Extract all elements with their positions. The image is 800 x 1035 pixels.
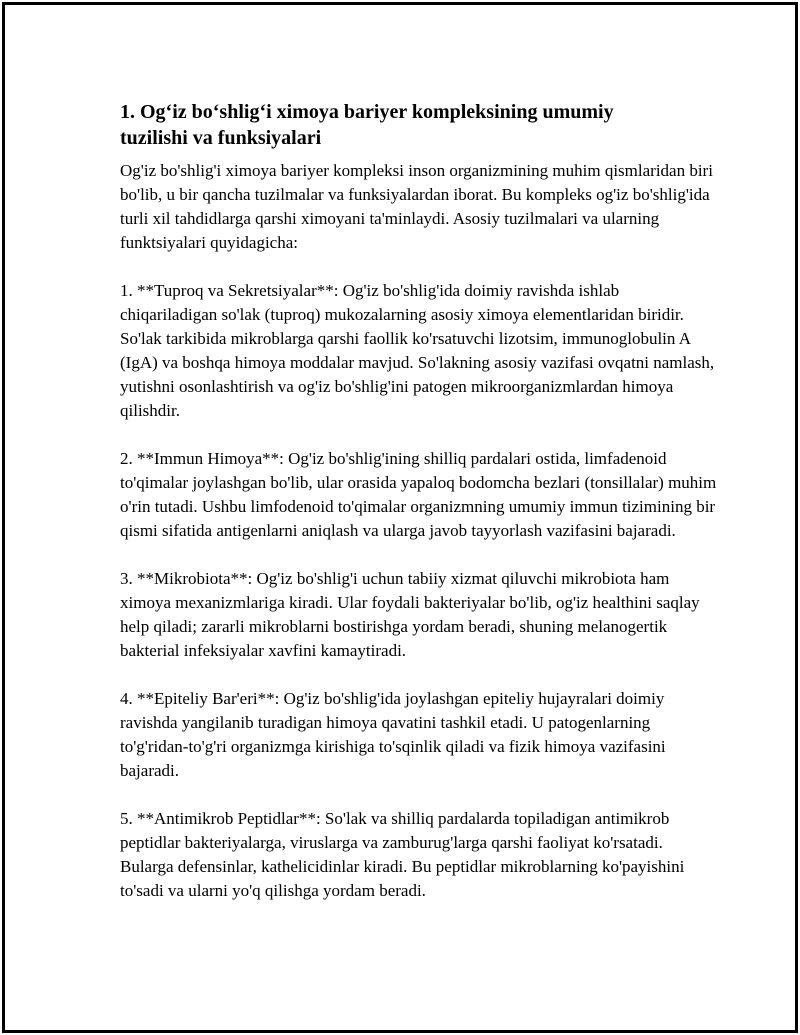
paragraph-immune-defense: 2. **Immun Himoya**: Og'iz bo'shlig'ining shilliq pardalari ostida, limfadenoid to'qimalar joylashgan bo'lib, ular orasida yapaloq bodomcha bezlari (tonsillalar) muhim o'rin tutadi. Ushbu limfodenoid to'qimalar organizmning umumiy immun tizimining bir qismi sifatida antigenlarni aniqlash va ularga javob tayyorlash vazifasini bajaradi. [120, 449, 717, 540]
paragraph-antimicrobial-peptides: 5. **Antimikrob Peptidlar**: So'lak va shilliq pardalarda topiladigan antimikrob peptidlar bakteriyalarga, viruslarga va zamburug'larga qarshi faoliyat ko'rsatadi. Bularga defensinlar, kathelicidinlar kiradi. Bu peptidlar mikroblarning ko'payishini to'sadi va ularni yo'q qilishga yordam beradi. [120, 809, 685, 900]
page-frame [2, 2, 798, 1033]
intro-paragraph: Og'iz bo'shlig'i ximoya bariyer kompleksi inson organizmining muhim qismlaridan biri bo'lib, u bir qancha tuzilmalar va funksiyalardan iborat. Bu kompleks og'iz bo'shlig'ida turli xil tahdidlarga qarshi ximoyani ta'minlaydi. Asosiy tuzilmalari va ularning funktsiyalari quyidagicha: [120, 161, 713, 252]
paragraph-microbiota: 3. **Mikrobiota**: Og'iz bo'shlig'i uchun tabiiy xizmat qiluvchi mikrobiota ham ximoya mexanizmlariga kiradi. Ular foydali bakteriyalar bo'lib, og'iz healthini saqlay help qiladi; zararli mikroblarni bostirishga yordam beradi, shuning melanogertik bakterial infeksiyalar xavfini kamaytiradi. [120, 569, 700, 660]
document-body [120, 99, 720, 927]
document-title: 1. Og‘iz bo‘shlig‘i ximoya bariyer kompleksining umumiy tuzilishi va funksiyalari [120, 101, 614, 149]
paragraph-epithelial-barrier: 4. **Epiteliy Bar'eri**: Og'iz bo'shlig'ida joylashgan epiteliy hujayralari doimiy ravishda yangilanib turadigan himoya qavatini tashkil etadi. U patogenlarning to'g'ridan-to'g'ri organizmga kirishiga to'sqinlik qiladi va fizik himoya vazifasini bajaradi. [120, 689, 666, 780]
paragraph-saliva-secretions: 1. **Tuproq va Sekretsiyalar**: Og'iz bo'shlig'ida doimiy ravishda ishlab chiqariladigan so'lak (tuproq) mukozalarning asosiy ximoya elementlaridan biridir. So'lak tarkibida mikroblarga qarshi faollik ko'rsatuvchi lizotsim, immunoglobulin A (IgA) va boshqa himoya moddalar mavjud. So'lakning asosiy vazifasi ovqatni namlash, yutishni osonlashtirish va og'iz bo'shlig'ini patogen mikroorganizmlardan himoya qilishdir. [120, 281, 715, 420]
